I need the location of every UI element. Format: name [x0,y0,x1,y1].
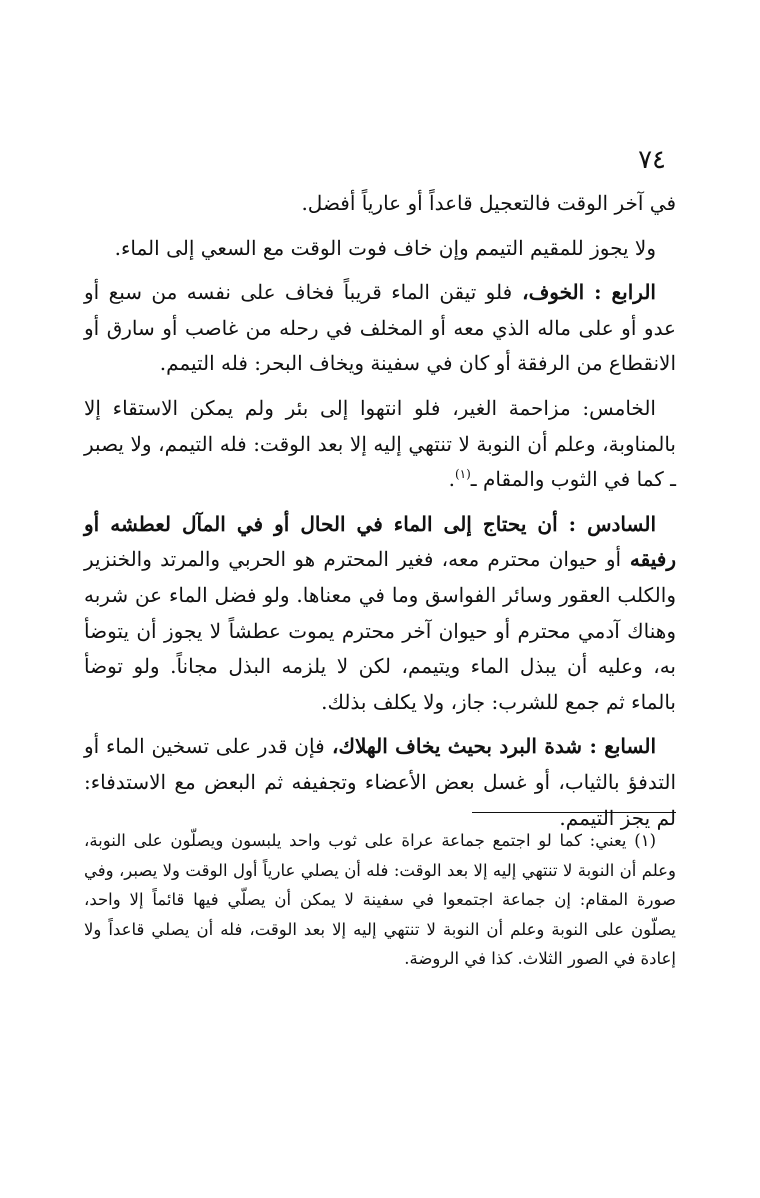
paragraph-text: فإن قدر على تسخين الماء أو التدفؤ بالثياب، أو غسل بعض الأعضاء وتجفيفه ثم البعض مع الاستدفاء: لم يجز التيمم. [84,734,676,830]
paragraph-text: ولا يجوز للمقيم التيمم وإن خاف فوت الوقت مع السعي إلى الماء. [114,235,656,260]
paragraph-seventh-condition [84,729,676,836]
paragraph-tail: . [448,467,455,492]
paragraph-heading: الرابع : الخوف، [512,280,656,305]
paragraph-2 [84,231,676,267]
footnote-reference: (١) [454,467,471,482]
main-text [84,186,676,845]
paragraph-text: فلو تيقن الماء قريباً فخاف على نفسه من سبع أو عدو أو على ماله الذي معه أو المخلف في رحله من غاصب أو سارق أو الانقطاع من الرفقة أو كان في سفينة ويخاف البحر: فله التيمم. [84,280,676,376]
paragraph-text: الخامس: مزاحمة الغير، فلو انتهوا إلى بئر ولم يمكن الاستقاء إلا بالمناوبة، وعلم أن النوبة لا تنتهي إليه إلا بعد الوقت: فله التيمم، ولا يصبر ـ كما في الثوب والمقام ـ [84,395,676,492]
paragraph-fifth-condition [84,391,676,498]
paragraph-sixth-condition [84,507,676,721]
footnote-1: (١) يعني: كما لو اجتمع جماعة عراة على ثوب واحد يلبسون ويصلّون على النوبة، وعلم أن النوبة لا تنتهي إليه إلا بعد الوقت: فله أن يصلي عارياً أول الوقت ولا يصبر، وفي صورة المقام: إن جماعة اجتمعوا في سفينة لا يمكن أن يصلّي فيها قائماً إلا واحد، يصلّون على النوبة وعلم أن النوبة لا تنتهي إليه إلا بعد الوقت، فله أن يصلي قاعداً ولا إعادة في الصور الثلاث. كذا في الروضة. [84,831,676,969]
paragraph-text: في آخر الوقت فالتعجيل قاعداً أو عارياً أفضل. [301,191,676,215]
page-number: ٧٤ [638,145,666,175]
paragraph-heading: السابع : شدة البرد بحيث يخاف الهلاك، [324,734,656,759]
paragraph-1 [84,186,676,222]
paragraph-fourth-condition [84,275,676,382]
footnote-separator [472,812,676,813]
paragraph-text: أو حيوان محترم معه، فغير المحترم هو الحربي والمرتد والخنزير والكلب العقور وسائر الفواسق وما في معناها. ولو فضل الماء عن شربه وهناك آدمي محترم أو حيوان آخر محترم يموت عطشاً لا يجوز أن يتوضأ به، وعليه أن يبذل الماء ويتيمم، لكن لا يلزمه البذل مجاناً. ولو توضأ بالماء ثم جمع للشرب: جاز، ولا يكلف بذلك. [84,547,676,714]
paragraph-heading: السادس : أن يحتاج إلى الماء في الحال أو في المآل لعطشه أو رفيقه [84,511,676,572]
footnotes [84,826,676,974]
